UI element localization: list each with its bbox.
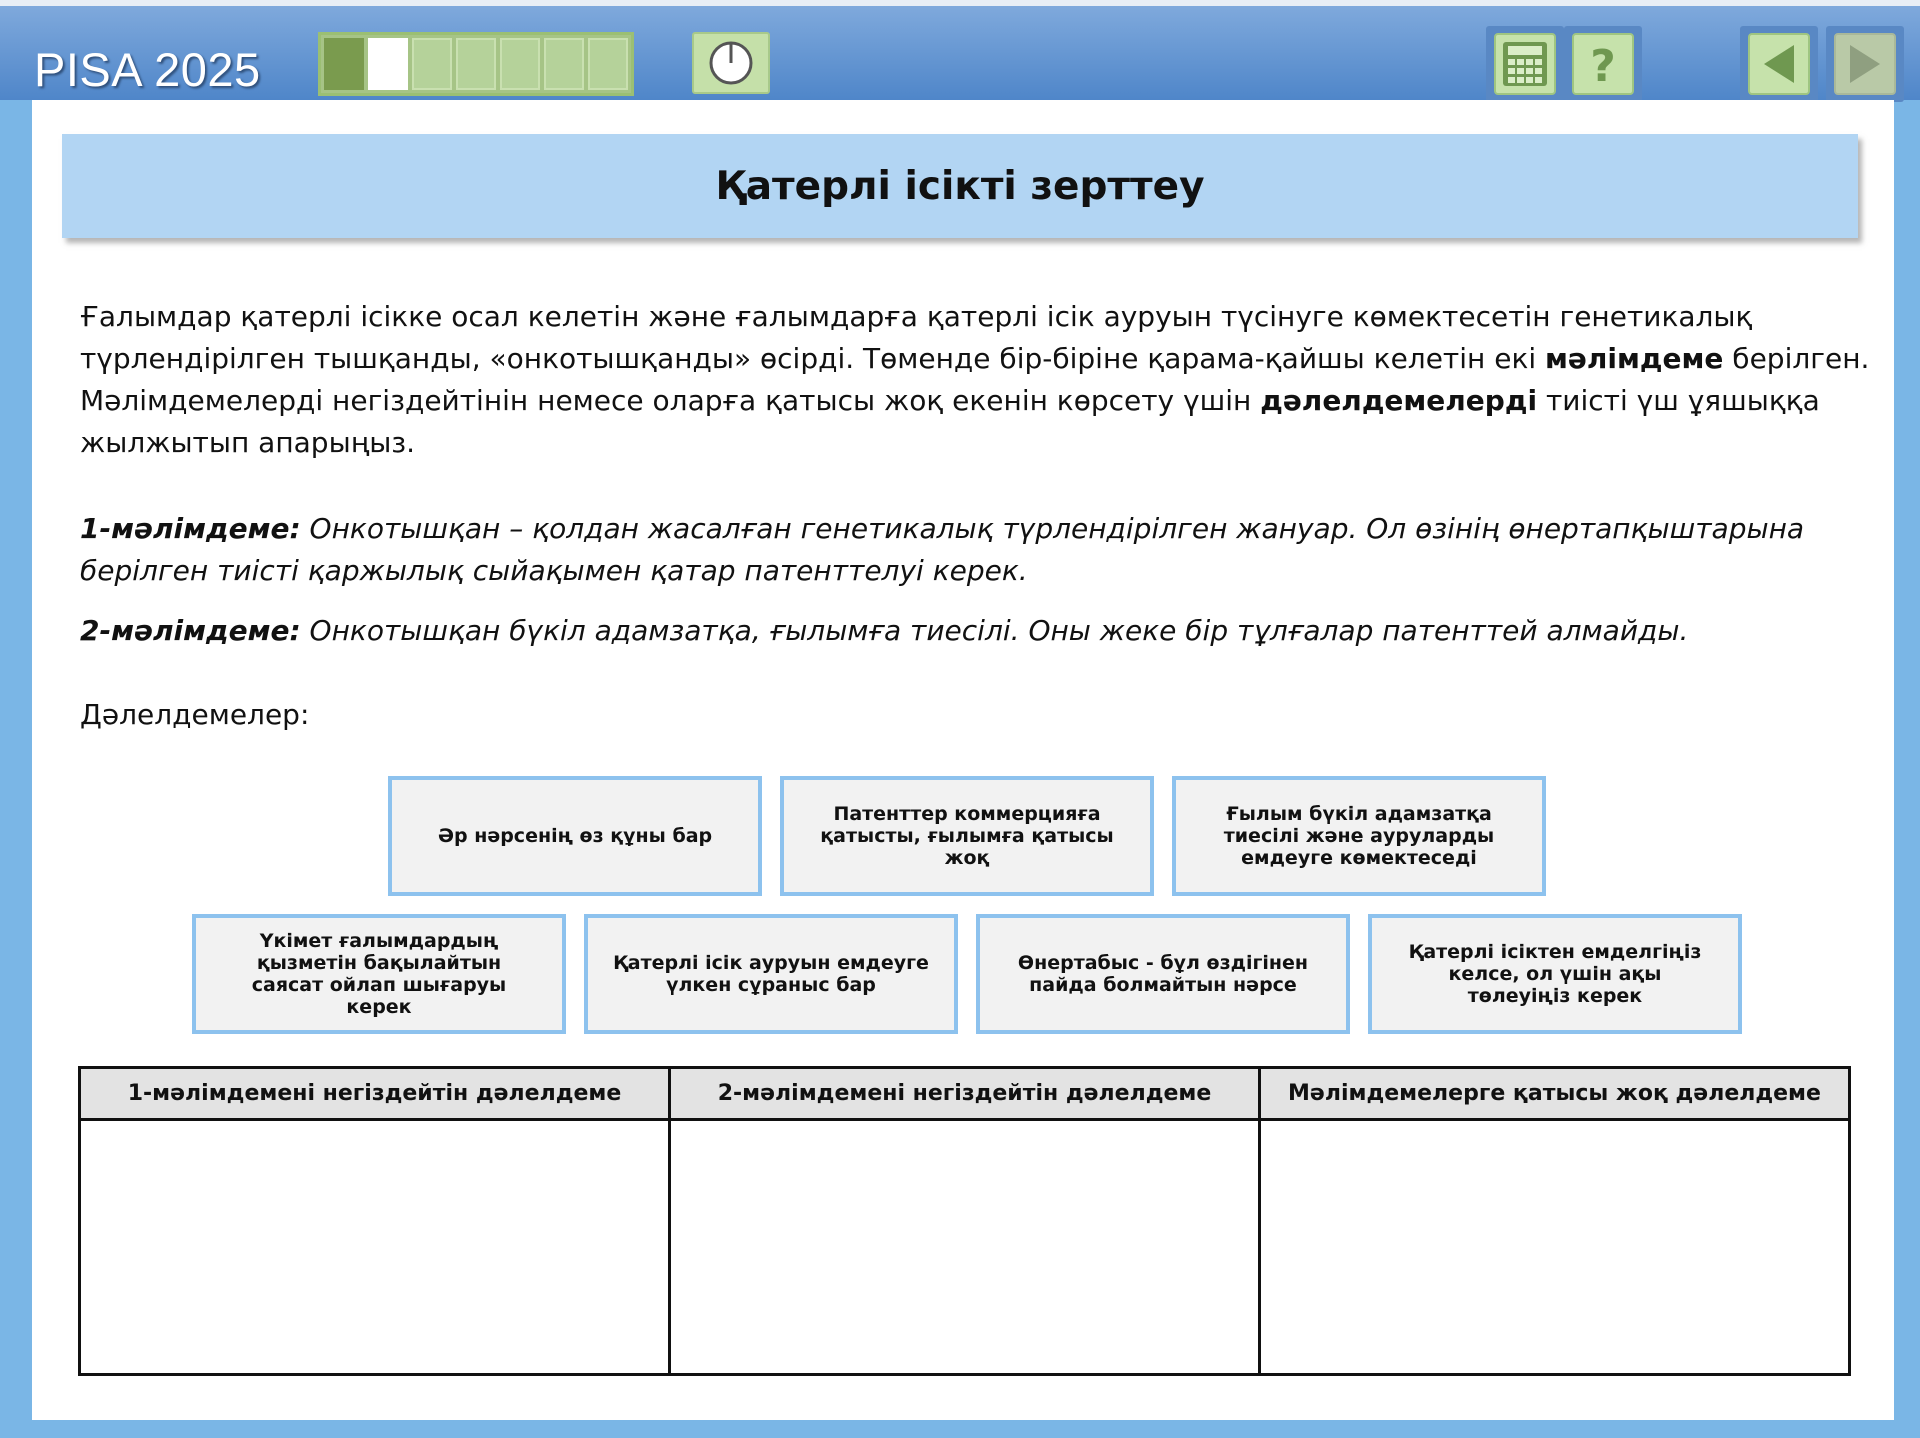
progress-segment [544, 38, 584, 90]
drop-zone-statement-2[interactable] [671, 1121, 1258, 1373]
drop-column-header: Мәлімдемелерге қатысы жоқ дәлелдеме [1261, 1069, 1848, 1121]
argument-card[interactable]: Әр нәрсенің өз құны бар [388, 776, 762, 896]
progress-indicator [318, 32, 634, 96]
next-button[interactable] [1826, 26, 1904, 102]
title-bar [62, 134, 1858, 238]
intro-text-part: берілген. Мәлімдемелерді негіздейтінін немесе оларға қатысы жоқ екенін көрсету үшін [80, 342, 1870, 417]
calculator-button[interactable] [1486, 26, 1564, 102]
back-button[interactable] [1740, 26, 1818, 102]
calculator-icon [1500, 39, 1550, 89]
progress-segment [324, 38, 364, 90]
intro-text [80, 296, 1870, 464]
drop-column-statement-2 [668, 1066, 1261, 1376]
brand-logo: PISA 2025 [34, 43, 261, 96]
progress-segment [500, 38, 540, 90]
drop-column-header: 1-мәлімдемені негіздейтін дәлелдеме [81, 1069, 668, 1121]
statement-2-label: 2-мәлімдеме: [80, 614, 301, 647]
timer [692, 32, 770, 94]
intro-bold-statement: мәлімдеме [1545, 342, 1724, 375]
intro-text-part: тиісті үш ұяшыққа жылжытып апарыңыз. [80, 384, 1820, 459]
drop-zone-unrelated[interactable] [1261, 1121, 1848, 1373]
progress-segment [412, 38, 452, 90]
page-title: Қатерлі ісікті зерттеу [715, 163, 1205, 209]
help-button[interactable] [1564, 26, 1642, 102]
argument-card[interactable]: Патенттер коммерцияға қатысты, ғылымға қатысы жоқ [780, 776, 1154, 896]
clock-icon [707, 39, 755, 87]
intro-bold-arguments: дәлелдемелерді [1260, 384, 1538, 417]
progress-segment [456, 38, 496, 90]
statement-2 [80, 610, 1870, 652]
statement-1-text: Онкотышқан – қолдан жасалған генетикалық түрлендірілген жануар. Ол өзінің өнертапқыштарына берілген тиісті қаржылық сыйақымен қатар патенттелуі керек. [80, 512, 1805, 587]
content-panel [32, 100, 1894, 1420]
arrow-right-icon [1840, 39, 1890, 89]
argument-card[interactable]: Қатерлі ісік ауруын емдеуге үлкен сұраныс бар [584, 914, 958, 1034]
argument-card[interactable]: Ғылым бүкіл адамзатқа тиесілі және ауруларды емдеуге көмектеседі [1172, 776, 1546, 896]
drop-table [78, 1066, 1856, 1376]
top-bar [0, 0, 1920, 100]
drop-column-statement-1 [78, 1066, 671, 1376]
drop-zone-statement-1[interactable] [81, 1121, 668, 1373]
arrow-left-icon [1754, 39, 1804, 89]
question-mark-icon [1578, 39, 1628, 89]
arguments-label: Дәлелдемелер: [80, 698, 310, 731]
intro-text-part: Ғалымдар қатерлі ісікке осал келетін және ғалымдарға қатерлі ісік ауруын түсінуге көмектесетін генетикалық түрлендірілген тышқанды, «онкотышқанды» өсірді. Төменде бір-біріне қарама-қайшы келетін екі [80, 300, 1753, 375]
argument-card[interactable]: Үкімет ғалымдардың қызметін бақылайтын саясат ойлап шығаруы керек [192, 914, 566, 1034]
statement-2-text: Онкотышқан бүкіл адамзатқа, ғылымға тиесілі. Оны жеке бір тұлғалар патенттей алмайды. [300, 614, 1689, 647]
statement-1 [80, 508, 1870, 592]
progress-segment-current [368, 38, 408, 90]
svg-text:?: ? [1590, 41, 1616, 89]
drop-column-header: 2-мәлімдемені негіздейтін дәлелдеме [671, 1069, 1258, 1121]
drop-column-unrelated [1258, 1066, 1851, 1376]
argument-card[interactable]: Қатерлі ісіктен емделгіңіз келсе, ол үшін ақы төлеуіңіз керек [1368, 914, 1742, 1034]
statement-1-label: 1-мәлімдеме: [80, 512, 301, 545]
argument-card[interactable]: Өнертабыс - бұл өздігінен пайда болмайтын нәрсе [976, 914, 1350, 1034]
progress-segment [588, 38, 628, 90]
